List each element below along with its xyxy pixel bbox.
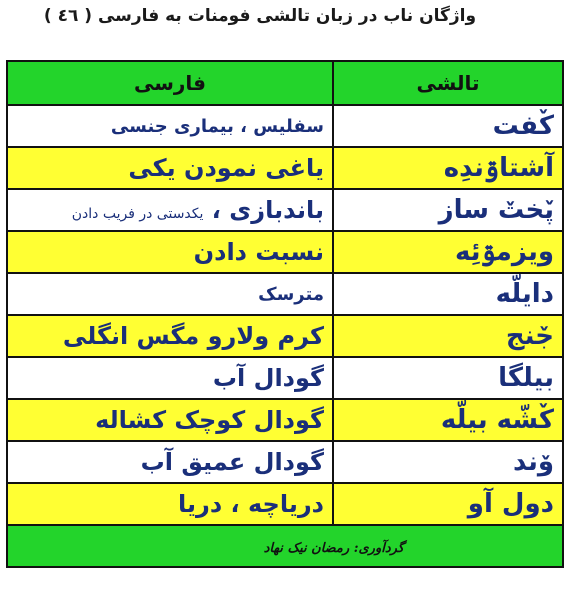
table-row bbox=[7, 441, 563, 483]
farsi-cell: گودال کوچک کشاله bbox=[7, 399, 333, 441]
table-header-row bbox=[7, 61, 563, 105]
farsi-cell: سفلیس ، بیماری جنسی bbox=[7, 105, 333, 147]
talysh-cell: وٚند bbox=[333, 441, 563, 483]
table-row bbox=[7, 315, 563, 357]
table-row bbox=[7, 273, 563, 315]
talysh-cell: دول آو bbox=[333, 483, 563, 525]
footer-cell bbox=[7, 525, 563, 567]
farsi-cell: کرم ولارو مگس انگلی bbox=[7, 315, 333, 357]
page-title: واژگان ناب در زبان تالشی فومنات به فارسی ( ٤٦ ) bbox=[43, 6, 477, 26]
credit-signature: گردآوری: رمضان نیک نهاد bbox=[263, 540, 404, 556]
table-row bbox=[7, 357, 563, 399]
glossary-table bbox=[6, 60, 564, 568]
header-farsi: فارسی bbox=[7, 61, 333, 105]
talysh-cell: کٚفت bbox=[333, 105, 563, 147]
farsi-cell: یاغی نمودن یکی bbox=[7, 147, 333, 189]
talysh-cell: بیلگا bbox=[333, 357, 563, 399]
table-row bbox=[7, 105, 563, 147]
talysh-cell: ویزمۊئِه bbox=[333, 231, 563, 273]
talysh-cell: دایلّه bbox=[333, 273, 563, 315]
talysh-cell: پٚختٚ ساز bbox=[333, 189, 563, 231]
talysh-cell: جٚنج bbox=[333, 315, 563, 357]
header-talysh: تالشی bbox=[333, 61, 563, 105]
farsi-cell: مترسک bbox=[7, 273, 333, 315]
farsi-cell: گودال عمیق آب bbox=[7, 441, 333, 483]
table-footer-row bbox=[7, 525, 563, 567]
table-row bbox=[7, 483, 563, 525]
talysh-cell: آشتاۊندِه bbox=[333, 147, 563, 189]
farsi-cell: گودال آب bbox=[7, 357, 333, 399]
table-row bbox=[7, 189, 563, 231]
farsi-cell: نسبت دادن bbox=[7, 231, 333, 273]
farsi-text: باندبازی ، bbox=[211, 196, 324, 224]
talysh-cell: کٚشّه بیلّه bbox=[333, 399, 563, 441]
farsi-cell: دریاچه ، دریا bbox=[7, 483, 333, 525]
farsi-note: یکدستی در فریب دادن bbox=[71, 206, 204, 222]
table-row bbox=[7, 399, 563, 441]
farsi-cell bbox=[7, 189, 333, 231]
table-row bbox=[7, 231, 563, 273]
table-row bbox=[7, 147, 563, 189]
